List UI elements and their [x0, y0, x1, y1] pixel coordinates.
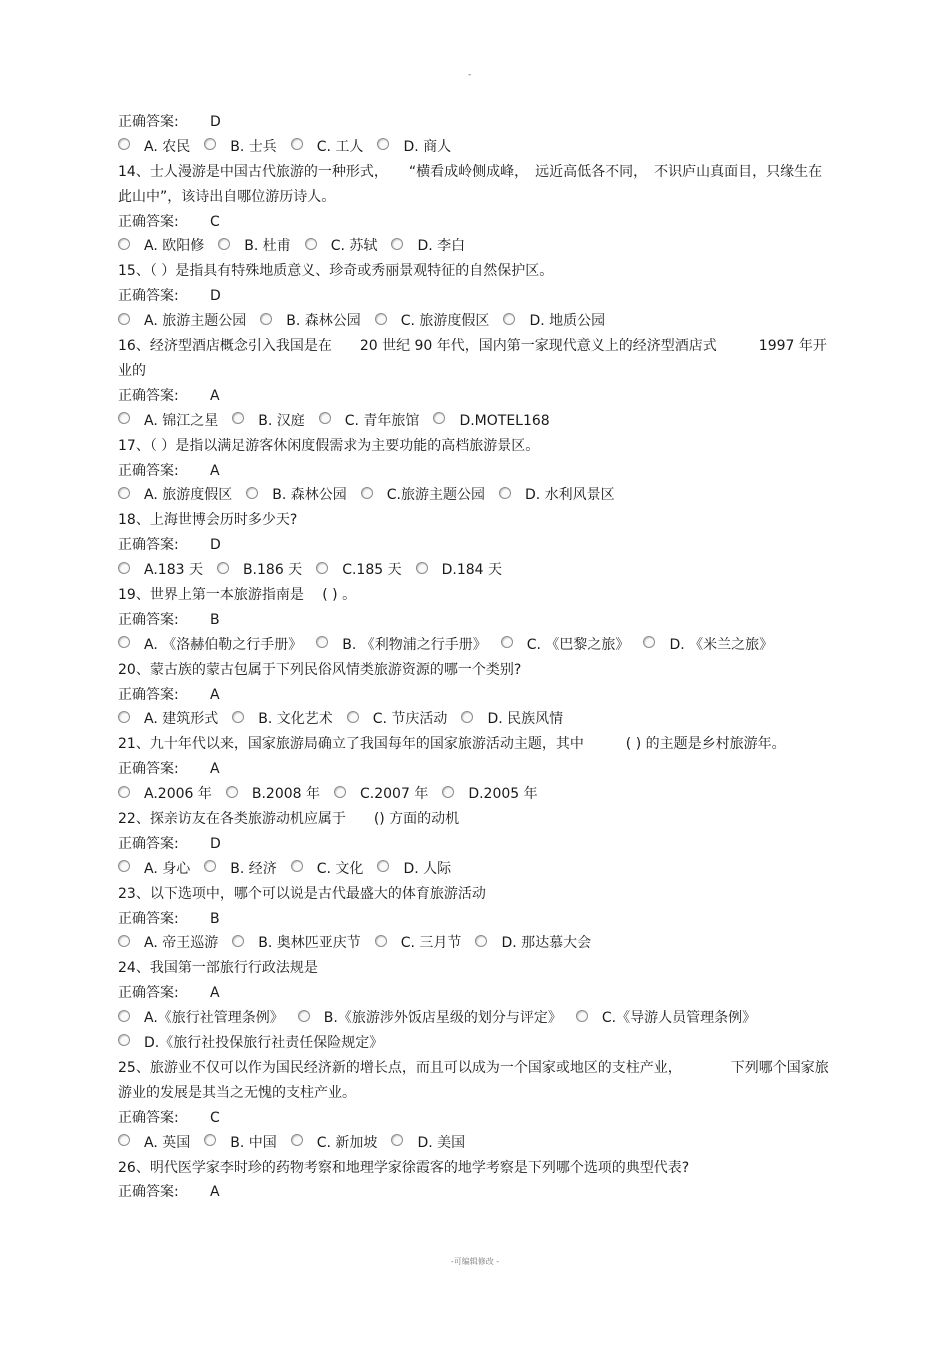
- answer-value: D: [210, 835, 221, 852]
- radio-icon[interactable]: [461, 711, 473, 723]
- option-label: D. 民族风情: [487, 711, 564, 728]
- option-label: B. 森林公园: [272, 487, 347, 504]
- option-label: C. 《巴黎之旅》: [526, 636, 630, 653]
- options-row: [118, 782, 830, 807]
- option[interactable]: [319, 409, 420, 434]
- option[interactable]: [232, 931, 361, 956]
- answer-label: 正确答案:: [118, 114, 179, 130]
- answer-row: [118, 832, 830, 857]
- option[interactable]: [118, 309, 246, 334]
- answer-row: [118, 210, 830, 235]
- radio-icon[interactable]: [232, 412, 244, 424]
- answer-label: 正确答案:: [118, 213, 179, 230]
- radio-icon[interactable]: [118, 860, 130, 872]
- option-label: D. 地质公园: [529, 313, 606, 330]
- option-label: D. 李白: [417, 238, 466, 255]
- radio-icon[interactable]: [204, 138, 216, 150]
- option-label: A. 旅游主题公园: [144, 313, 247, 330]
- option-label: B. 文化艺术: [258, 711, 333, 728]
- question-text: 17、（ ）是指以满足游客休闲度假需求为主要功能的高档旅游景区。: [118, 437, 540, 454]
- option[interactable]: [433, 409, 549, 434]
- option-label: D. 水利风景区: [524, 487, 615, 504]
- radio-icon[interactable]: [118, 138, 130, 150]
- radio-icon[interactable]: [217, 562, 229, 574]
- answer-value: D: [210, 537, 221, 554]
- radio-icon[interactable]: [377, 138, 389, 150]
- answer-row: [118, 1180, 830, 1205]
- radio-icon[interactable]: [118, 1010, 130, 1022]
- options-row: [118, 857, 830, 882]
- option[interactable]: [501, 633, 630, 658]
- option[interactable]: [499, 483, 615, 508]
- option-label: C. 文化: [316, 860, 364, 877]
- radio-icon[interactable]: [118, 711, 130, 723]
- radio-icon[interactable]: [377, 860, 389, 872]
- answer-row: [118, 533, 830, 558]
- answer-value: B: [210, 611, 220, 628]
- option-label: D. 《米兰之旅》: [669, 636, 774, 653]
- answer-value: B: [210, 910, 220, 927]
- radio-icon[interactable]: [218, 238, 230, 250]
- options-row: [118, 558, 830, 583]
- option[interactable]: [118, 782, 212, 807]
- option-label: D. 美国: [417, 1134, 466, 1151]
- option-label: C. 节庆活动: [372, 711, 448, 728]
- answer-label: 正确答案:: [118, 387, 179, 404]
- question-text: 18、上海世博会历时多少天?: [118, 512, 298, 529]
- option[interactable]: [391, 1131, 465, 1156]
- options-row: [118, 633, 830, 658]
- option[interactable]: [232, 707, 333, 732]
- answer-value: A: [210, 761, 220, 778]
- option-label: C.旅游主题公园: [386, 487, 485, 504]
- radio-icon[interactable]: [226, 786, 238, 798]
- option-label: C. 新加坡: [316, 1134, 378, 1151]
- option[interactable]: [218, 234, 291, 259]
- option-label: A. 帝王巡游: [144, 935, 219, 952]
- option[interactable]: [375, 309, 490, 334]
- answer-row: [118, 981, 830, 1006]
- radio-icon[interactable]: [118, 1034, 130, 1046]
- option-label: D.《旅行社投保旅行社责任保险规定》: [144, 1035, 384, 1052]
- answer-label: 正确答案:: [118, 835, 179, 852]
- radio-icon[interactable]: [576, 1010, 588, 1022]
- option[interactable]: [475, 931, 591, 956]
- radio-icon[interactable]: [391, 1134, 403, 1146]
- option-label: C.《导游人员管理条例》: [601, 1010, 757, 1027]
- answer-label: 正确答案:: [118, 910, 179, 927]
- option-label: B. 《利物浦之行手册》: [342, 636, 487, 653]
- option[interactable]: [118, 931, 218, 956]
- option-label: D.MOTEL168: [459, 412, 550, 429]
- option[interactable]: [118, 1006, 284, 1031]
- option[interactable]: [305, 234, 378, 259]
- option[interactable]: [118, 633, 302, 658]
- answer-label: 正确答案:: [118, 985, 179, 1002]
- answer-row: [118, 907, 830, 932]
- answer-label: 正确答案:: [118, 611, 179, 628]
- footer-note: -可编辑修改 -: [450, 1257, 500, 1266]
- answer-row: [118, 284, 830, 309]
- option-label: B. 经济: [230, 860, 277, 877]
- option[interactable]: [217, 558, 302, 583]
- option[interactable]: [416, 558, 502, 583]
- radio-icon[interactable]: [118, 238, 130, 250]
- question-list: [118, 110, 830, 1205]
- answer-value: C: [210, 1109, 220, 1126]
- radio-icon[interactable]: [232, 935, 244, 947]
- option-label: D. 那达慕大会: [501, 935, 592, 952]
- answer-row: [118, 1106, 830, 1131]
- radio-icon[interactable]: [118, 562, 130, 574]
- radio-icon[interactable]: [118, 412, 130, 424]
- option[interactable]: [246, 483, 347, 508]
- option[interactable]: [232, 409, 305, 434]
- option[interactable]: [260, 309, 361, 334]
- option-label: B.186 天: [242, 562, 303, 579]
- option-label: B. 森林公园: [286, 313, 361, 330]
- option-label: B. 奥林匹亚庆节: [258, 935, 361, 952]
- radio-icon[interactable]: [319, 412, 331, 424]
- option[interactable]: A. 农民: [118, 135, 190, 160]
- option[interactable]: [377, 857, 451, 882]
- option-label: A. 英国: [144, 1134, 191, 1151]
- option[interactable]: [442, 782, 537, 807]
- radio-icon[interactable]: [316, 636, 328, 648]
- option-label: A. 锦江之星: [144, 412, 219, 429]
- answer-label: 正确答案:: [118, 686, 179, 703]
- option[interactable]: [391, 234, 465, 259]
- option-label: D.2005 年: [468, 786, 538, 803]
- radio-icon[interactable]: [305, 238, 317, 250]
- radio-icon[interactable]: [501, 636, 513, 648]
- option[interactable]: [204, 857, 277, 882]
- option[interactable]: [461, 707, 563, 732]
- answer-value: A: [210, 387, 220, 404]
- option[interactable]: [643, 633, 773, 658]
- option[interactable]: [118, 483, 232, 508]
- option-label: C. 苏轼: [330, 238, 378, 255]
- options-row: [118, 1131, 830, 1156]
- radio-icon[interactable]: [433, 412, 445, 424]
- question-text: 20、蒙古族的蒙古包属于下列民俗风情类旅游资源的哪一个类别?: [118, 661, 522, 678]
- answer-label: 正确答案:: [118, 1109, 179, 1126]
- answer-value: A: [210, 462, 220, 479]
- option[interactable]: [118, 1131, 190, 1156]
- option[interactable]: [291, 1131, 378, 1156]
- radio-icon[interactable]: [246, 487, 258, 499]
- answer-row: [118, 683, 830, 708]
- option-label: C. 青年旅馆: [344, 412, 420, 429]
- option-label: A. 建筑形式: [144, 711, 219, 728]
- option[interactable]: [118, 857, 190, 882]
- radio-icon[interactable]: [361, 487, 373, 499]
- option-label: A. 欧阳修: [144, 238, 205, 255]
- question-text: 24、我国第一部旅行行政法规是: [118, 960, 318, 977]
- option[interactable]: [291, 857, 364, 882]
- answer-label: 正确答案:: [118, 462, 179, 479]
- radio-icon[interactable]: [316, 562, 328, 574]
- options-row: [118, 931, 830, 956]
- option[interactable]: [118, 1031, 383, 1056]
- answer-value: A: [210, 1184, 220, 1201]
- answer-label: 正确答案:: [118, 761, 179, 778]
- answer-row: [118, 459, 830, 484]
- radio-icon[interactable]: [118, 636, 130, 648]
- radio-icon[interactable]: [475, 935, 487, 947]
- radio-icon[interactable]: [375, 935, 387, 947]
- option-label: A. 《洛赫伯勒之行手册》: [144, 636, 303, 653]
- answer-value: D: [210, 114, 221, 130]
- option[interactable]: D. 商人: [377, 135, 451, 160]
- option-label: B.2008 年: [251, 786, 321, 803]
- radio-icon[interactable]: [334, 786, 346, 798]
- option[interactable]: [118, 558, 203, 583]
- option-label: B.《旅游涉外饭店星级的划分与评定》: [323, 1010, 562, 1027]
- options-row: [118, 135, 830, 160]
- question-text: 19、世界上第一本旅游指南是 ( ) 。: [118, 586, 357, 603]
- option[interactable]: [334, 782, 428, 807]
- radio-icon[interactable]: [260, 313, 272, 325]
- options-row: [118, 234, 830, 259]
- answer-row: [118, 757, 830, 782]
- option-label: C. 旅游度假区: [400, 313, 490, 330]
- radio-icon[interactable]: [118, 487, 130, 499]
- option-label: B. 汉庭: [258, 412, 305, 429]
- option-label: A.2006 年: [144, 786, 212, 803]
- question-text: 22、探亲访友在各类旅游动机应属于 () 方面的动机: [118, 811, 460, 828]
- options-row: [118, 409, 830, 434]
- radio-icon[interactable]: [416, 562, 428, 574]
- options-row: [118, 1006, 830, 1031]
- radio-icon[interactable]: [391, 238, 403, 250]
- radio-icon[interactable]: [204, 1134, 216, 1146]
- options-row: [118, 483, 830, 508]
- answer-value: C: [210, 213, 220, 230]
- radio-icon[interactable]: [298, 1010, 310, 1022]
- option-label: D. 人际: [403, 860, 452, 877]
- option-label: A.183 天: [144, 562, 203, 579]
- radio-icon[interactable]: [291, 138, 303, 150]
- option[interactable]: [576, 1006, 756, 1031]
- option-label: B. 中国: [230, 1134, 277, 1151]
- header-mark: -: [468, 70, 472, 80]
- question-text: 15、（ ）是指具有特殊地质意义、珍奇或秀丽景观特征的自然保护区。: [118, 263, 554, 280]
- option[interactable]: [118, 707, 218, 732]
- option[interactable]: [204, 1131, 277, 1156]
- answer-value: A: [210, 985, 220, 1002]
- radio-icon[interactable]: [118, 1134, 130, 1146]
- question-text: 26、明代医学家李时珍的药物考察和地理学家徐霞客的地学考察是下列哪个选项的典型代表?: [118, 1159, 690, 1176]
- options-row: [118, 707, 830, 732]
- option[interactable]: [316, 633, 487, 658]
- option-label: C.2007 年: [360, 786, 429, 803]
- radio-icon[interactable]: [291, 860, 303, 872]
- answer-value: D: [210, 288, 221, 305]
- question-text: 16、经济型酒店概念引入我国是在 20 世纪 90 年代，国内第一家现代意义上的经济型酒店式 1997 年开业的: [118, 338, 827, 379]
- radio-icon[interactable]: [442, 786, 454, 798]
- radio-icon[interactable]: [204, 860, 216, 872]
- answer-label: 正确答案:: [118, 537, 179, 554]
- answer-value: A: [210, 686, 220, 703]
- radio-icon[interactable]: [503, 313, 515, 325]
- option[interactable]: [375, 931, 462, 956]
- option-label: C. 三月节: [400, 935, 462, 952]
- radio-icon[interactable]: [232, 711, 244, 723]
- radio-icon[interactable]: [118, 313, 130, 325]
- radio-icon[interactable]: [643, 636, 655, 648]
- answer-label: 正确答案:: [118, 288, 179, 305]
- option[interactable]: [503, 309, 605, 334]
- option[interactable]: [316, 558, 401, 583]
- answer-row: [118, 110, 830, 135]
- option[interactable]: [118, 409, 218, 434]
- option[interactable]: [361, 483, 485, 508]
- option[interactable]: C. 工人: [291, 135, 364, 160]
- option-label: A. 旅游度假区: [144, 487, 233, 504]
- radio-icon[interactable]: [499, 487, 511, 499]
- answer-row: [118, 608, 830, 633]
- question-text: 14、士人漫游是中国古代旅游的一种形式， “横看成岭侧成峰， 远近高低各不同， 不识庐山真面目，只缘生在此山中”，该诗出自哪位游历诗人。: [118, 163, 823, 205]
- radio-icon[interactable]: [375, 313, 387, 325]
- option-label: A.《旅行社管理条例》: [144, 1010, 284, 1027]
- radio-icon[interactable]: [291, 1134, 303, 1146]
- option[interactable]: [118, 234, 204, 259]
- option[interactable]: [298, 1006, 562, 1031]
- question-text: 21、九十年代以来，国家旅游局确立了我国每年的国家旅游活动主题，其中 ( ) 的主题是乡村旅游年。: [118, 736, 786, 753]
- question-text: 23、以下选项中，哪个可以说是古代最盛大的体育旅游活动: [118, 885, 486, 902]
- radio-icon[interactable]: [347, 711, 359, 723]
- answer-row: [118, 384, 830, 409]
- option[interactable]: [347, 707, 448, 732]
- option-label: B. 杜甫: [244, 238, 291, 255]
- answer-label: 正确答案:: [118, 1184, 179, 1201]
- option-label: A. 身心: [144, 860, 191, 877]
- radio-icon[interactable]: [118, 786, 130, 798]
- option-label: C.185 天: [342, 562, 402, 579]
- option-label: D.184 天: [441, 562, 502, 579]
- radio-icon[interactable]: [118, 935, 130, 947]
- options-row: [118, 309, 830, 334]
- option[interactable]: B. 士兵: [204, 135, 277, 160]
- question-text: 25、旅游业不仅可以作为国民经济新的增长点，而且可以成为一个国家或地区的支柱产业， 下列哪个国家旅游业的发展是其当之无愧的支柱产业。: [118, 1059, 829, 1101]
- options-row: [118, 1031, 830, 1056]
- option[interactable]: [226, 782, 320, 807]
